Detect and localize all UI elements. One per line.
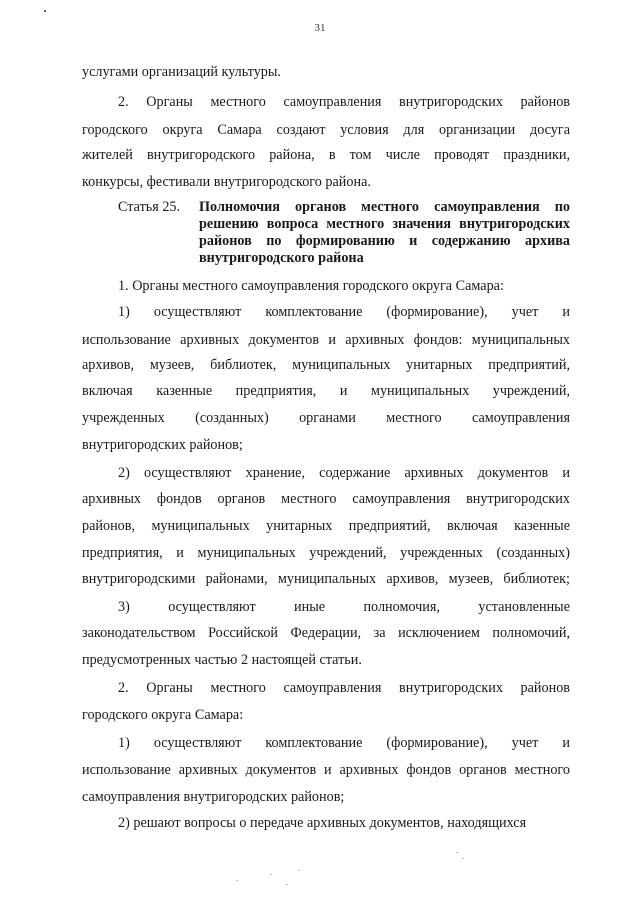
text-line: 2. Органы местного самоуправления внутригородских районов — [118, 680, 570, 696]
text-line: использование архивных документов и архивных фондов: муниципальных — [82, 332, 570, 348]
text-line: 3) осуществляют иные полномочия, установленные — [118, 599, 570, 615]
scan-speck — [456, 852, 458, 853]
text-line: архивов, музеев, библиотек, муниципальных унитарных предприятий, — [82, 357, 570, 373]
article-title-line: решению вопроса местного значения внутригородских — [199, 216, 570, 232]
text-line: законодательством Российской Федерации, за исключением полномочий, — [82, 625, 570, 641]
text-line: использование архивных документов и архивных фондов органов местного — [82, 762, 570, 778]
article-title-line: районов по формированию и содержанию архива — [199, 233, 570, 249]
text-line: услугами организаций культуры. — [82, 64, 281, 80]
text-line: учрежденных (созданных) органами местного самоуправления — [82, 410, 570, 426]
text-line: 2) решают вопросы о передаче архивных документов, находящихся — [118, 815, 527, 831]
text-line: городского округа Самара создают условия для организации досуга — [82, 122, 570, 138]
text-line: предприятия, и муниципальных учреждений, учрежденных (созданных) — [82, 545, 570, 561]
text-line: 1) осуществляют комплектование (формирование), учет и — [118, 304, 570, 320]
scan-speck — [298, 870, 300, 871]
article-title-line: внутригородского района — [199, 250, 364, 266]
scan-speck — [462, 858, 464, 859]
article-title-line: Полномочия органов местного самоуправления по — [199, 199, 570, 215]
scan-mark — [44, 10, 46, 12]
text-line: 1) осуществляют комплектование (формирование), учет и — [118, 735, 570, 751]
text-line: архивных фондов органов местного самоуправления внутригородских — [82, 491, 570, 507]
scan-speck — [286, 884, 288, 885]
page-number: 31 — [314, 22, 326, 34]
article-label: Статья 25. — [118, 199, 181, 215]
text-line: 2. Органы местного самоуправления внутригородских районов — [118, 94, 570, 110]
text-line: внутригородскими районами, муниципальных архивов, музеев, библиотек; — [82, 571, 570, 587]
text-line: 1. Органы местного самоуправления городского округа Самара: — [118, 278, 504, 294]
text-line: конкурсы, фестивали внутригородского района. — [82, 174, 371, 190]
text-line: 2) осуществляют хранение, содержание архивных документов и — [118, 465, 570, 481]
text-line: предусмотренных частью 2 настоящей статьи. — [82, 652, 362, 668]
text-line: жителей внутригородского района, в том числе проводят праздники, — [82, 147, 570, 163]
text-line: включая казенные предприятия, и муниципальных учреждений, — [82, 383, 570, 399]
scan-speck — [236, 880, 238, 881]
text-line: самоуправления внутригородских районов; — [82, 789, 345, 805]
text-line: городского округа Самара: — [82, 707, 244, 723]
scan-speck — [270, 874, 272, 875]
text-line: внутригородских районов; — [82, 437, 243, 453]
text-line: районов, муниципальных унитарных предприятий, включая казенные — [82, 518, 570, 534]
